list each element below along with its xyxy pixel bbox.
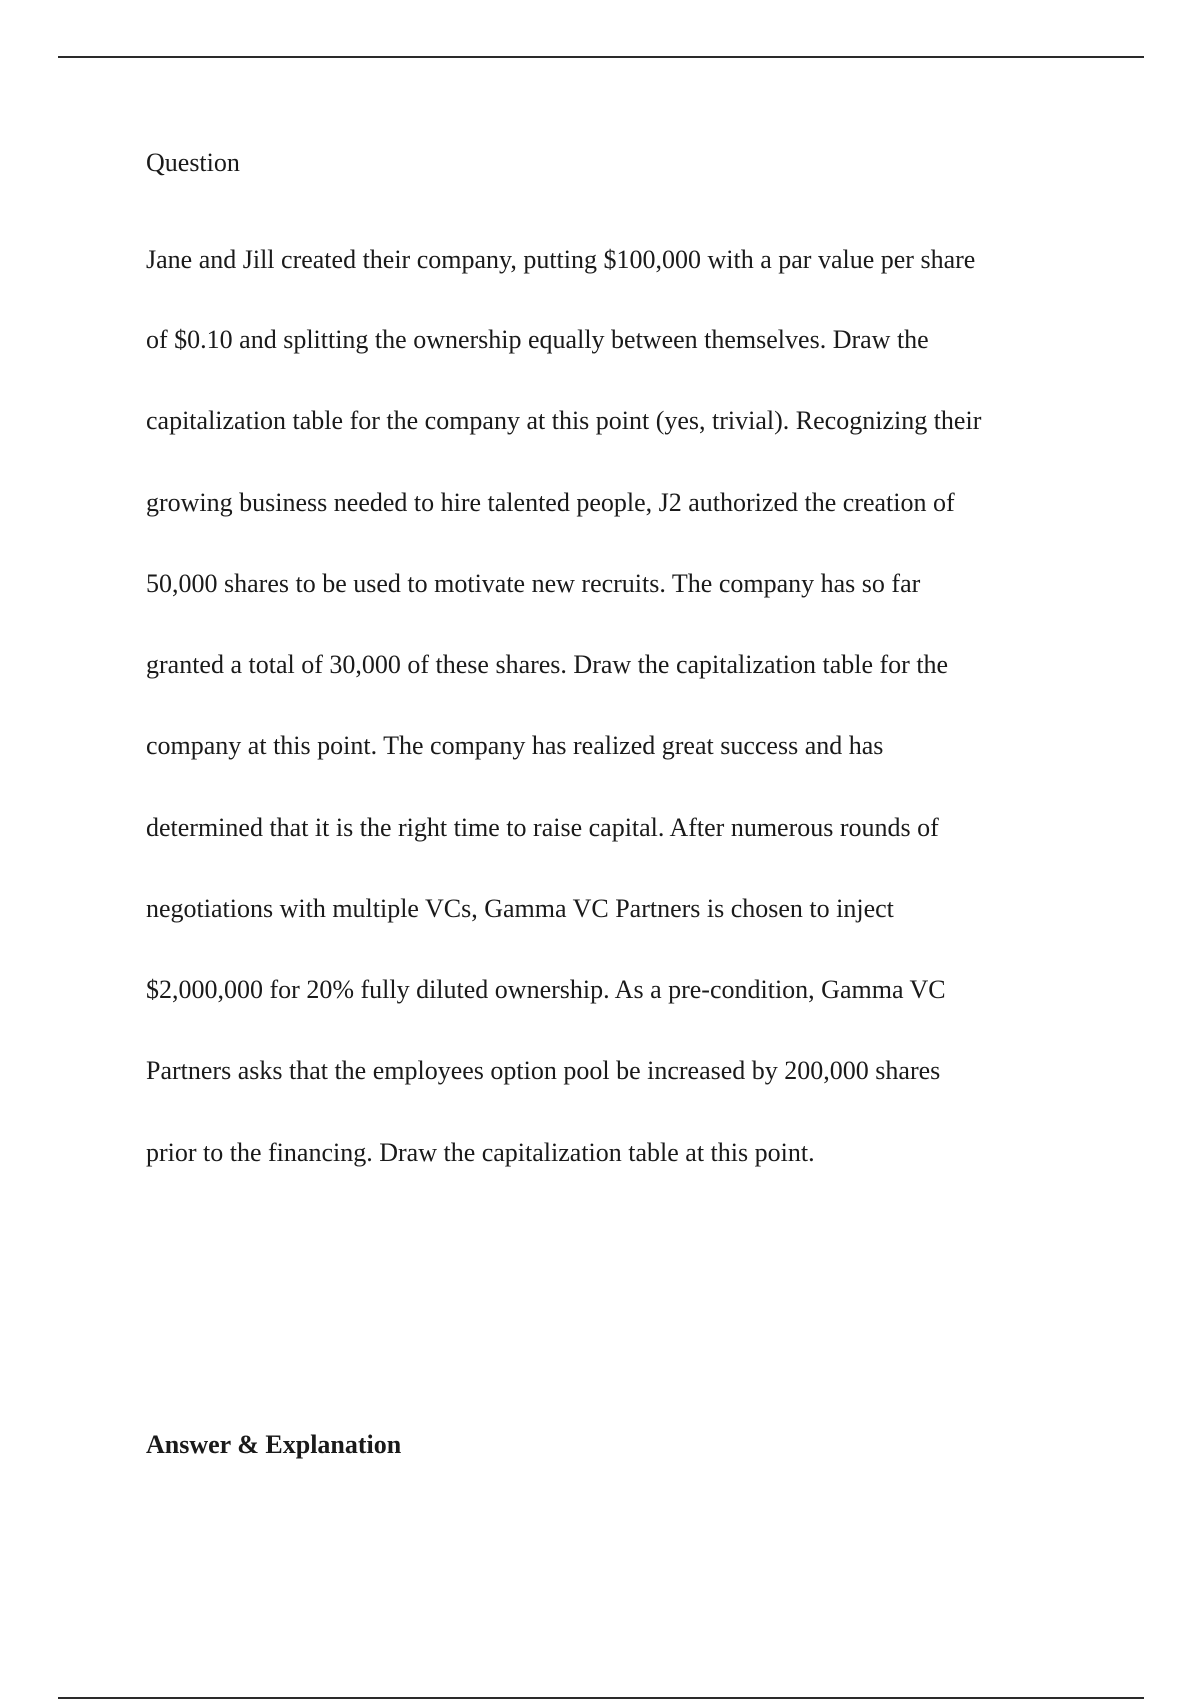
paragraph-line: Jane and Jill created their company, putting $100,000 with a par value per share [146,245,976,274]
paragraph-line: determined that it is the right time to raise capital. After numerous rounds of [146,813,939,842]
paragraph-line: negotiations with multiple VCs, Gamma VC Partners is chosen to inject [146,894,894,923]
paragraph-line: of $0.10 and splitting the ownership equally between themselves. Draw the [146,325,929,354]
paragraph-line: prior to the financing. Draw the capitalization table at this point. [146,1138,815,1167]
paragraph-line: 50,000 shares to be used to motivate new recruits. The company has so far [146,569,921,598]
paragraph-line: granted a total of 30,000 of these shares. Draw the capitalization table for the [146,650,949,679]
question-heading: Question [146,148,240,177]
paragraph-line: $2,000,000 for 20% fully diluted ownership. As a pre-condition, Gamma VC [146,975,946,1004]
paragraph-line: Partners asks that the employees option pool be increased by 200,000 shares [146,1056,941,1085]
top-rule [58,56,1144,58]
paragraph-line: growing business needed to hire talented people, J2 authorized the creation of [146,488,955,517]
bottom-rule [58,1697,1144,1699]
paragraph-line: company at this point. The company has realized great success and has [146,731,884,760]
answer-heading: Answer & Explanation [146,1430,402,1459]
paragraph-line: capitalization table for the company at this point (yes, trivial). Recognizing their [146,406,982,435]
